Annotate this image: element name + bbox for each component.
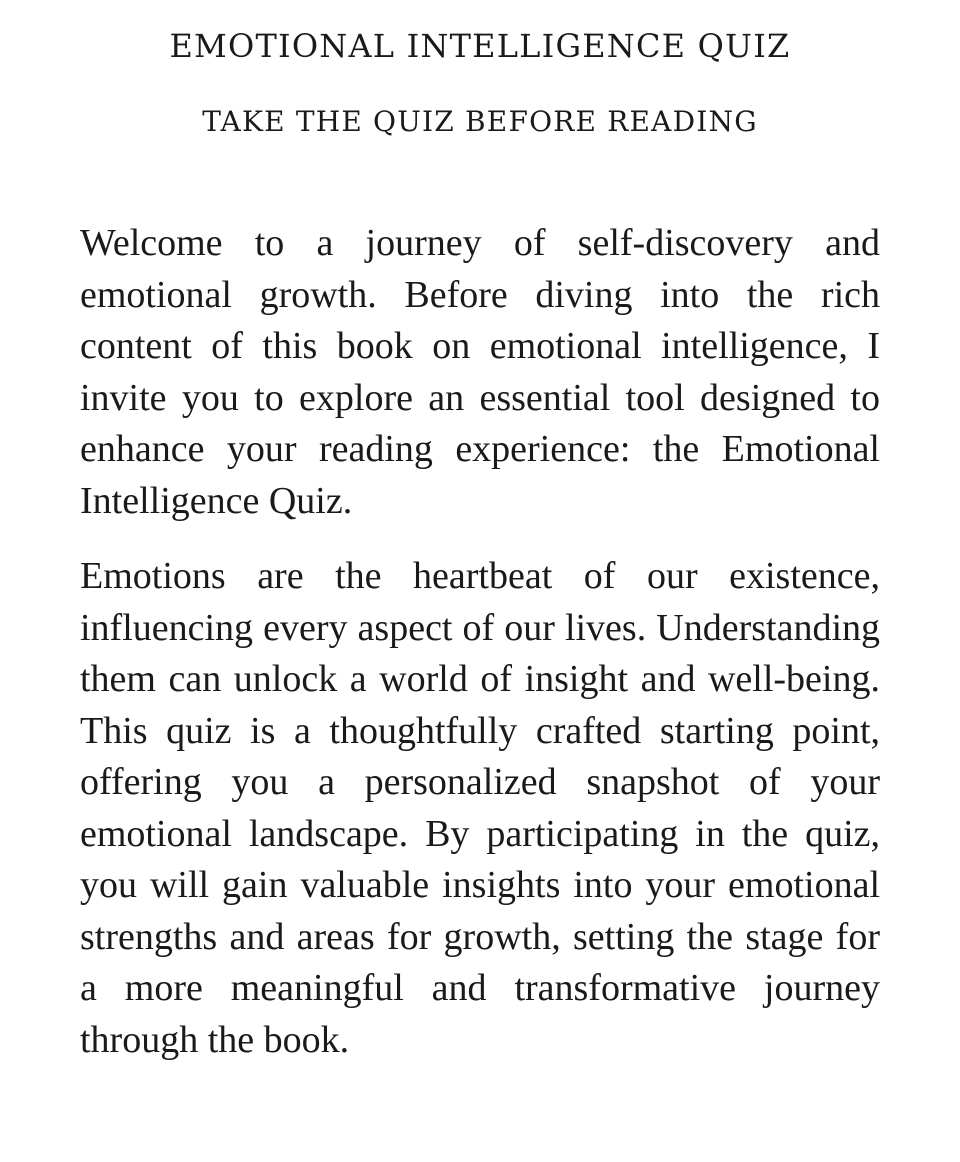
emotions-paragraph: Emotions are the heartbeat of our existence, influencing every aspect of our lives. Understanding them can unlock a world of insight and well-being. This quiz is a thoughtfully crafted starting point, offering you a personalized snapshot of your emotional landscape. By participating in the quiz, you will gain valuable insights into your emotional strengths and areas for growth, setting the stage for a more meaningful and transformative journey through the book. bbox=[80, 555, 880, 1061]
page-title: EMOTIONAL INTELLIGENCE QUIZ bbox=[169, 27, 791, 65]
intro-paragraph: Welcome to a journey of self-discovery and emotional growth. Before diving into the rich content of this book on emotional intelligence, I invite you to explore an essential tool designed to enhance your reading experience: the Emotional Intelligence Quiz. bbox=[80, 222, 880, 522]
page-subtitle: TAKE THE QUIZ BEFORE READING bbox=[202, 105, 758, 138]
page-content bbox=[80, 218, 880, 1066]
